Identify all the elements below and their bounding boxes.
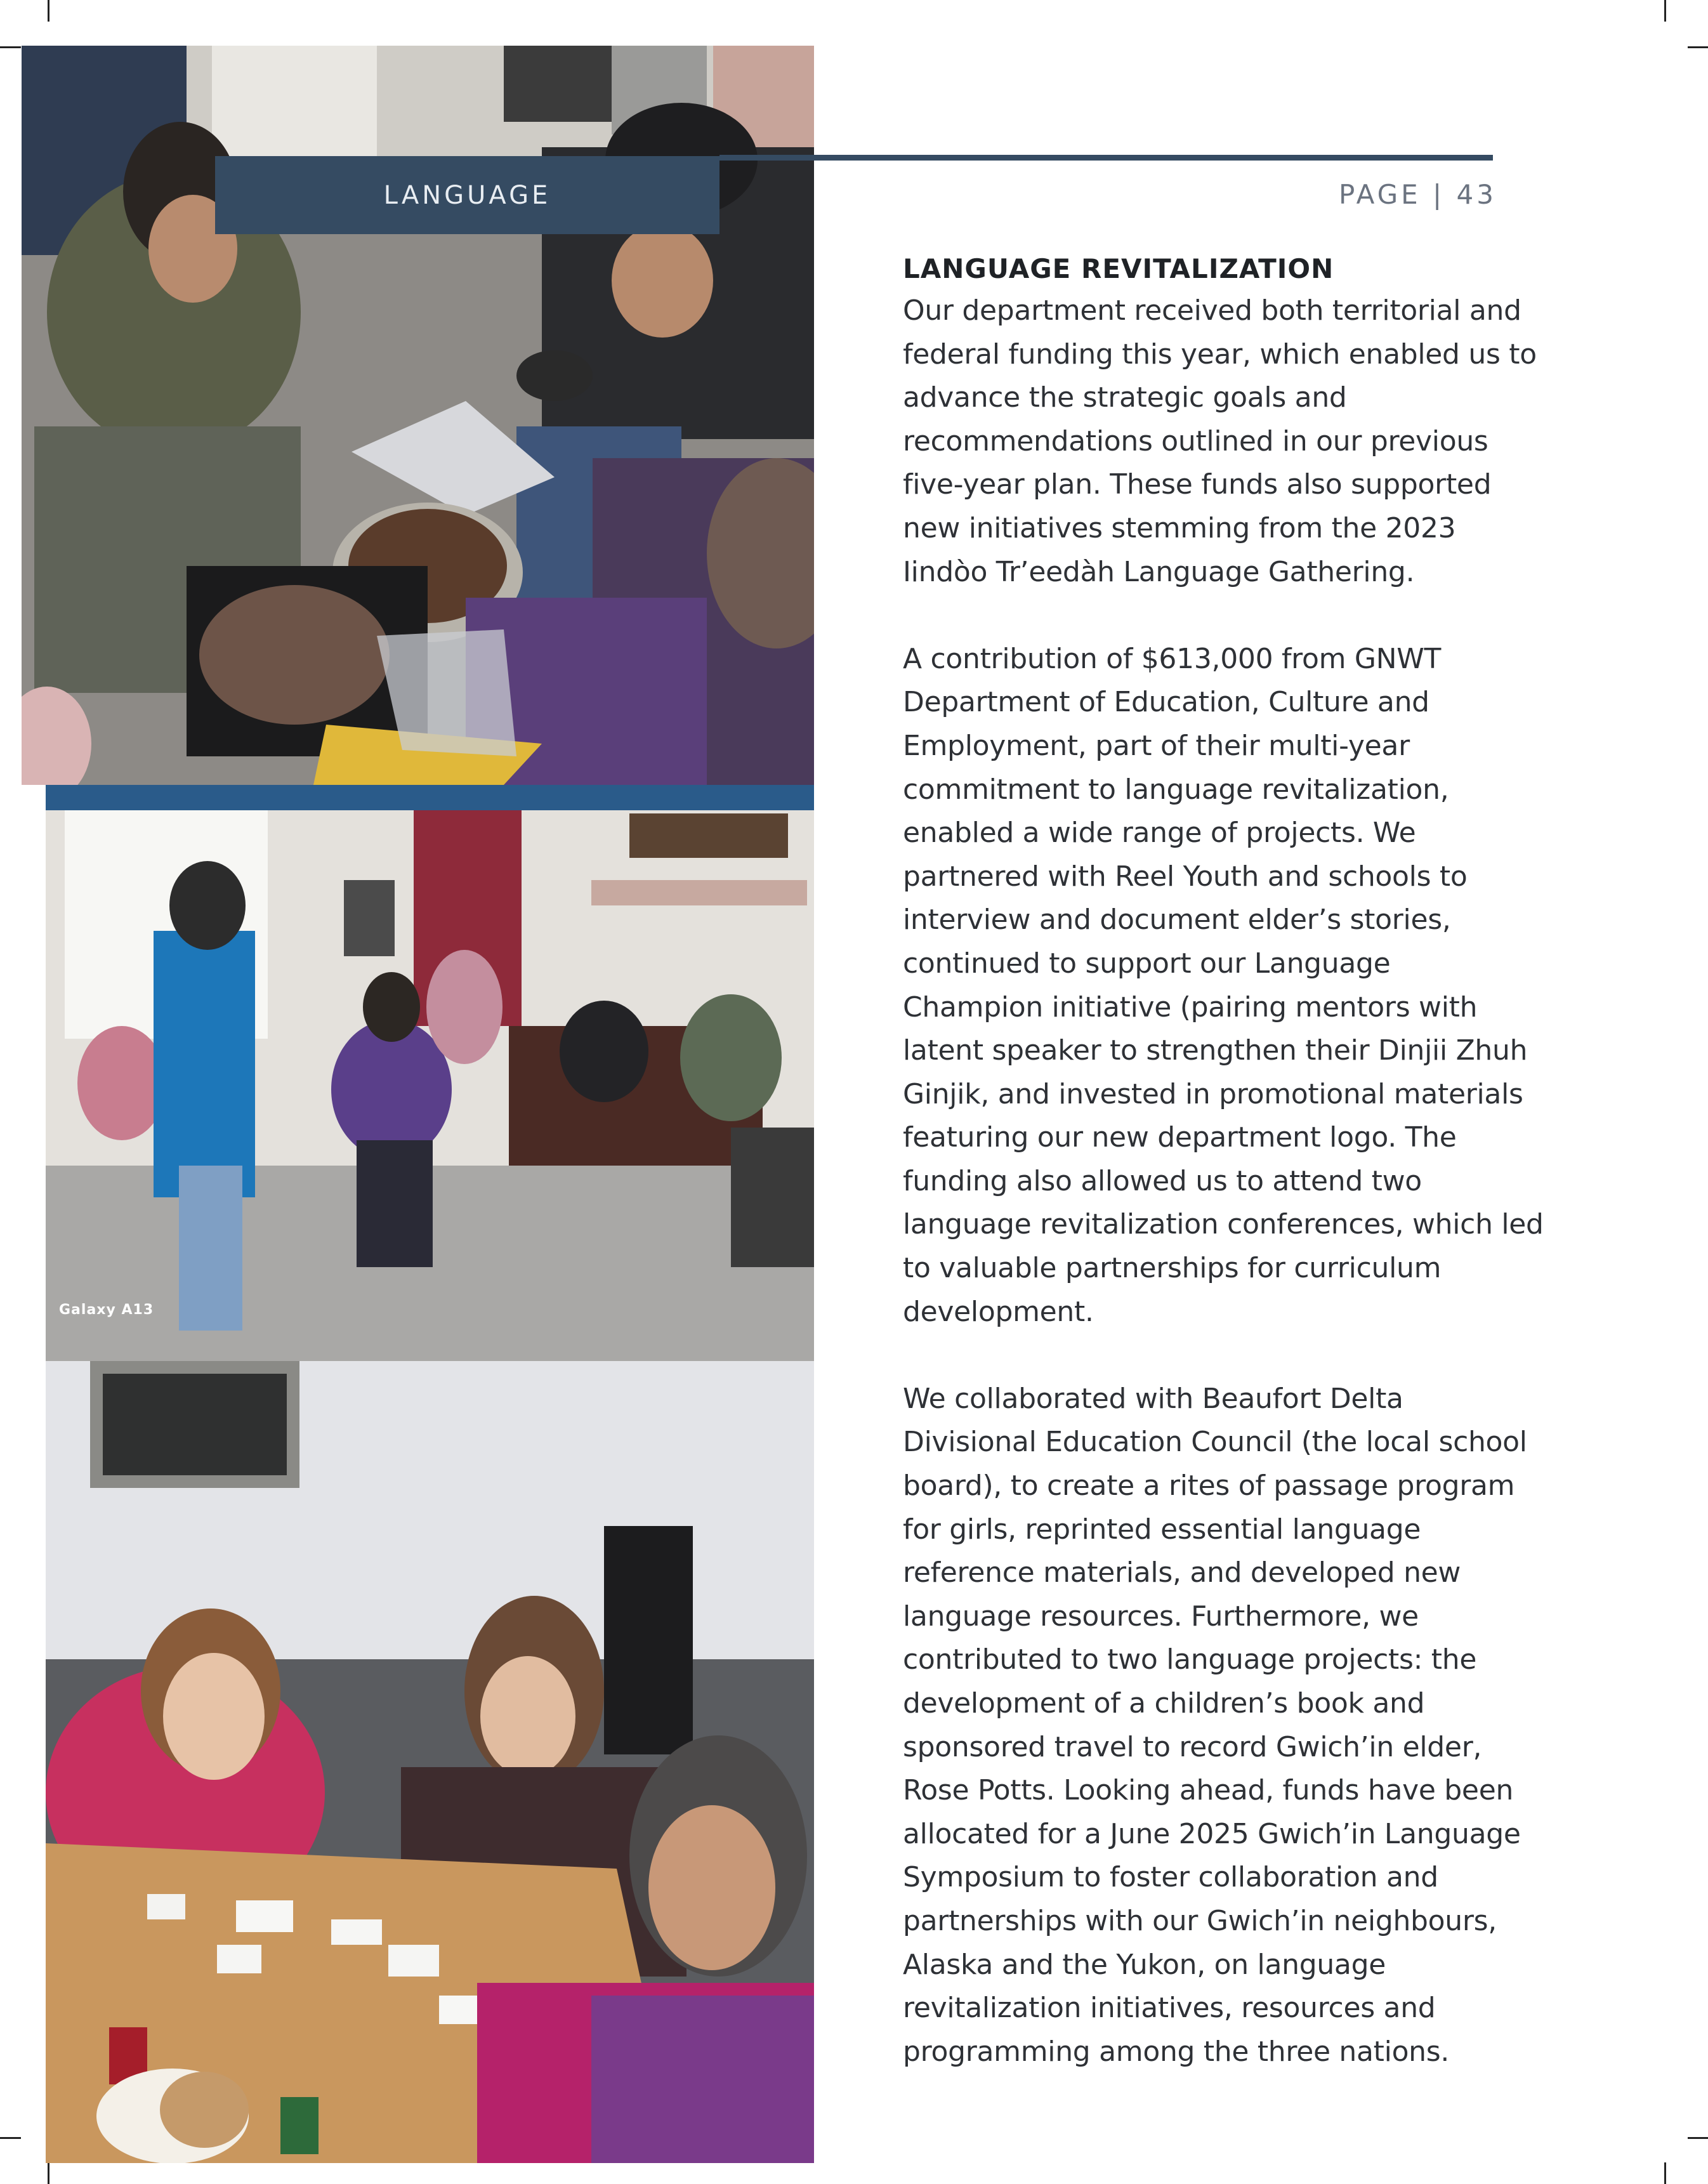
paragraph-line: Divisional Education Council (the local school bbox=[903, 1426, 1527, 1459]
paragraph-line: board), to create a rites of passage program bbox=[903, 1470, 1515, 1503]
article-paragraph bbox=[903, 1378, 1527, 2074]
paragraph-line: development. bbox=[903, 1295, 1094, 1328]
paragraph-line: featuring our new department logo. The bbox=[903, 1121, 1457, 1154]
paragraph-line: for girls, reprinted essential language bbox=[903, 1513, 1421, 1546]
paragraph-line: Our department received both territorial and bbox=[903, 294, 1521, 327]
paragraph-line: Iindòo Tr’eedàh Language Gathering. bbox=[903, 555, 1415, 588]
paragraph-line: reference materials, and developed new bbox=[903, 1556, 1461, 1589]
paragraph-line: Alaska and the Yukon, on language bbox=[903, 1948, 1386, 1981]
paragraph-line: allocated for a June 2025 Gwich’in Language bbox=[903, 1817, 1521, 1850]
section-header-bar bbox=[215, 156, 719, 234]
crop-mark-bottom-left-v bbox=[48, 2162, 49, 2184]
section-label: LANGUAGE bbox=[383, 180, 551, 210]
page-number: PAGE | 43 bbox=[1338, 179, 1497, 210]
photo-device-caption: Galaxy A13 bbox=[59, 1302, 154, 1318]
paragraph-line: revitalization initiatives, resources and bbox=[903, 1992, 1436, 2025]
crop-mark-top-left-v bbox=[48, 0, 49, 22]
paragraph-line: sponsored travel to record Gwich’in elder, bbox=[903, 1730, 1482, 1763]
paragraph-line: interview and document elder’s stories, bbox=[903, 904, 1451, 937]
article-body bbox=[903, 249, 1544, 2117]
paragraph-line: programming among the three nations. bbox=[903, 2035, 1450, 2068]
paragraph-line: commitment to language revitalization, bbox=[903, 773, 1449, 806]
crop-mark-top-left-h bbox=[0, 46, 21, 48]
paragraph-line: language resources. Furthermore, we bbox=[903, 1600, 1419, 1633]
paragraph-line: Ginjik, and invested in promotional materials bbox=[903, 1077, 1523, 1110]
paragraph-line: development of a children’s book and bbox=[903, 1687, 1425, 1720]
paragraph-line: continued to support our Language bbox=[903, 947, 1391, 980]
paragraph-line: We collaborated with Beaufort Delta bbox=[903, 1382, 1403, 1415]
crop-mark-bottom-right-h bbox=[1688, 2137, 1708, 2139]
paragraph-line: contributed to two language projects: the bbox=[903, 1643, 1477, 1676]
crop-mark-bottom-right-v bbox=[1664, 2162, 1666, 2184]
paragraph-line: Symposium to foster collaboration and bbox=[903, 1861, 1438, 1894]
paragraph-line: new initiatives stemming from the 2023 bbox=[903, 511, 1456, 544]
paragraph-line: funding also allowed us to attend two bbox=[903, 1164, 1422, 1197]
header-rule bbox=[719, 155, 1493, 161]
crop-mark-top-right-v bbox=[1664, 0, 1666, 22]
paragraph-line: Champion initiative (pairing mentors with bbox=[903, 990, 1478, 1023]
photo-language-table bbox=[46, 1361, 814, 2163]
paragraph-line: Department of Education, Culture and bbox=[903, 686, 1429, 719]
paragraph-line: to valuable partnerships for curriculum bbox=[903, 1252, 1442, 1285]
paragraph-line: Rose Potts. Looking ahead, funds have been bbox=[903, 1774, 1514, 1807]
paragraph-line: language revitalization conferences, which led bbox=[903, 1208, 1544, 1241]
paragraph-line: advance the strategic goals and bbox=[903, 381, 1347, 414]
paragraph-line: five-year plan. These funds also supported bbox=[903, 468, 1492, 501]
paragraph-line: A contribution of $613,000 from GNWT bbox=[903, 642, 1442, 675]
paragraph-line: federal funding this year, which enabled us to bbox=[903, 338, 1537, 371]
article-paragraph bbox=[903, 289, 1537, 594]
crop-mark-bottom-left-h bbox=[0, 2137, 21, 2139]
paragraph-line: partnered with Reel Youth and schools to bbox=[903, 860, 1468, 893]
paragraph-line: latent speaker to strengthen their Dinjii Zhuh bbox=[903, 1034, 1528, 1067]
paragraph-line: Employment, part of their multi-year bbox=[903, 729, 1410, 762]
photo-community-gathering bbox=[46, 785, 814, 1361]
crop-mark-top-right-h bbox=[1688, 46, 1708, 48]
article-paragraph bbox=[903, 638, 1544, 1334]
paragraph-line: enabled a wide range of projects. We bbox=[903, 817, 1416, 850]
paragraph-line: recommendations outlined in our previous bbox=[903, 424, 1488, 457]
paragraph-line: partnerships with our Gwich’in neighbours, bbox=[903, 1904, 1497, 1937]
article-heading: LANGUAGE REVITALIZATION bbox=[903, 253, 1334, 284]
